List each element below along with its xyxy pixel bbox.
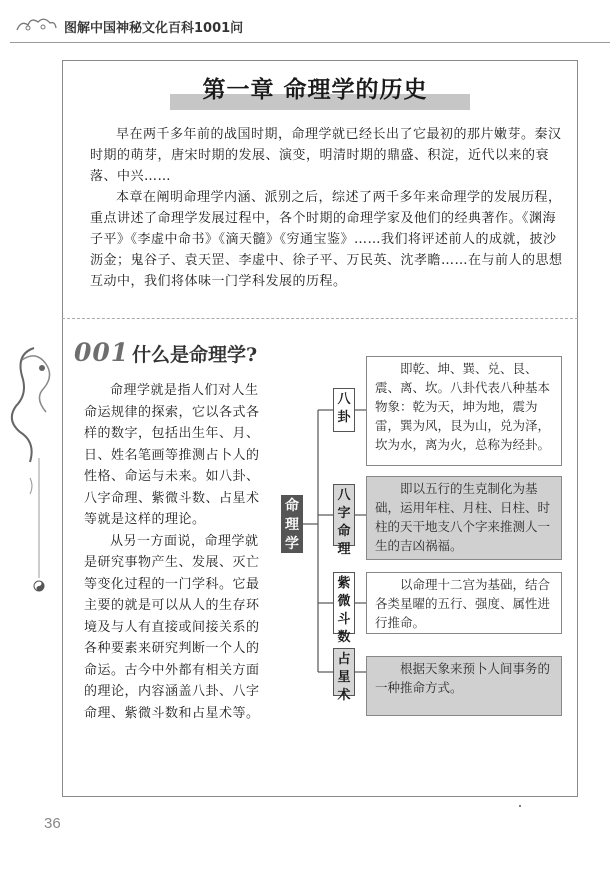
desc-bazi [366,476,562,560]
category-bagua: 八卦 [333,388,355,432]
desc-ziwei-text: 以命理十二宫为基础，结合各类星曜的五行、强度、属性进行推命。 [375,577,551,630]
book-title: 图解中国神秘文化百科1001问 [64,21,244,36]
desc-bagua [366,356,562,466]
chapter-title [160,70,470,112]
desc-astrology-text: 根据天象来预卜人间事务的一种推命方式。 [375,661,551,695]
body-paragraph-2: 从另一方面说，命理学就是研究事物产生、发展、灭亡等变化过程的一门学科。它最主要的就是可以从人的生存环境及与人有直接或间接关系的各种要素来研究判断一个人的命运。古今中外都有相关方面的理论，内容涵盖八卦、八字命理、紫微斗数和占星术等。 [84,533,260,721]
diagram-root: 命理学 [281,495,303,553]
body-paragraph-1: 命理学就是指人们对人生命运规律的探索，它以各式各样的数字，包括出生年、月、日、姓名笔画等推测占卜人的性格、命运与未来。如八卦、八字命理、紫微斗数、占星术等就是这样的理论。 [84,383,260,527]
chapter-title-text: 第一章 命理学的历史 [202,76,428,103]
decor-dot [519,805,521,807]
category-bazi: 八字命理 [333,484,355,546]
desc-bagua-text: 即乾、坤、巽、兑、艮、震、离、坎。八卦代表八种基本物象：乾为天，坤为地，震为雷，巽为风，艮为山，兑为泽，坎为水，离为火，总称为经卦。 [375,361,551,452]
category-ziwei: 紫微斗数 [333,572,355,634]
section-title: 什么是命理学? [132,344,258,366]
desc-astrology [366,656,562,716]
desc-ziwei [366,572,562,634]
section-number: 001 [74,338,130,367]
category-astrology: 占星术 [333,648,355,696]
intro-paragraph-2: 本章在阐明命理学内涵、派别之后，综述了两千多年来命理学的发展历程，重点讲述了命理学发展过程中，各个时期的命理学家及他们的经典著作。《渊海子平》《李虚中命书》《滴天髓》《穷通宝鉴》……我们将评述前人的成就，披沙沥金；鬼谷子、袁天罡、李虚中、徐子平、万民英、沈孝瞻……在与前人的思想互动中，我们将体味一门学科发展的历程。 [90,190,563,289]
intro-paragraph-1: 早在两千多年前的战国时期，命理学就已经长出了它最初的那片嫩芽。秦汉时期的萌芽，唐宋时期的发展、演变，明清时期的鼎盛、积淀，近代以来的衰落、中兴…… [90,127,562,184]
desc-bazi-text: 即以五行的生克制化为基础，运用年柱、月柱、日柱、时柱的天干地支八个字来推测人一生的吉凶祸福。 [375,481,551,553]
page-number: 36 [44,815,61,832]
